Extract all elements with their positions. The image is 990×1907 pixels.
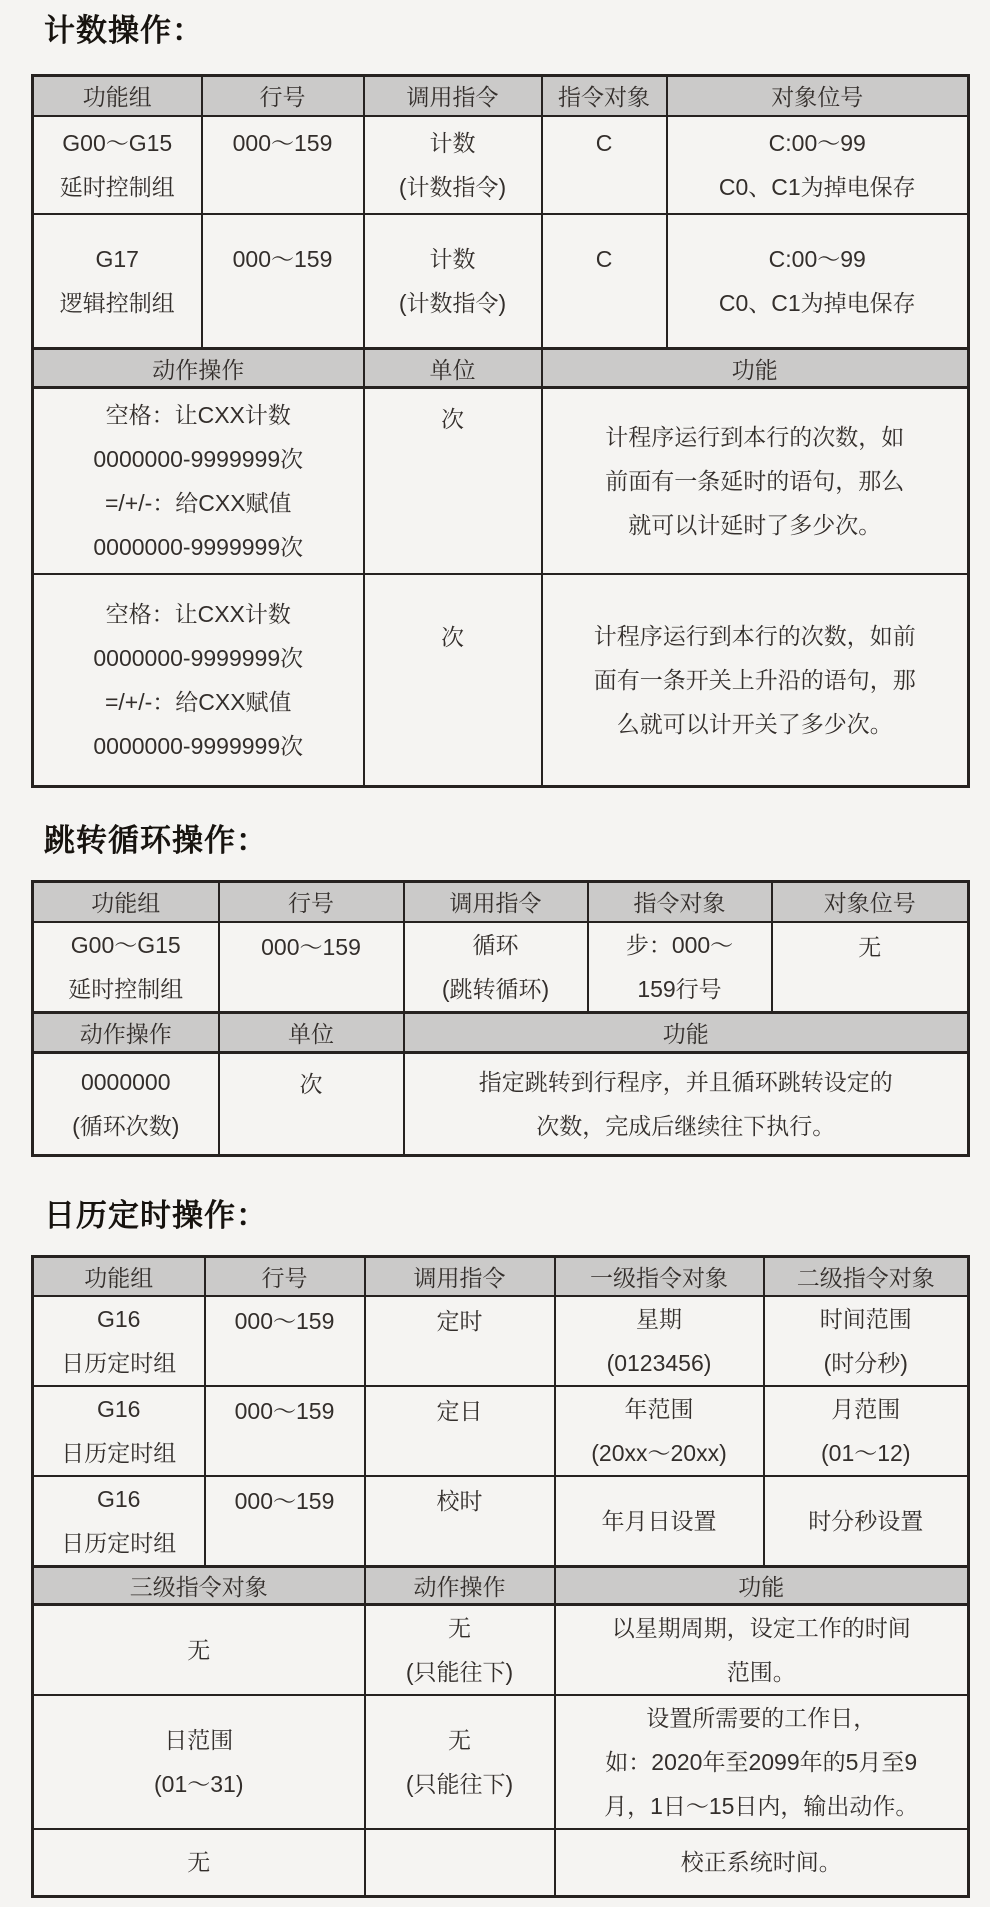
- cell-line: 日历定时组: [61, 1530, 177, 1556]
- header-cell-call-instruction: 调用指令: [365, 1256, 555, 1296]
- cell-line: 星期: [636, 1306, 682, 1332]
- cell-line: 逻辑控制组: [59, 289, 175, 316]
- cell-line: (跳转循环): [441, 975, 550, 1002]
- cell-function-group: [33, 1386, 205, 1476]
- cell-line: 159行号: [637, 975, 722, 1002]
- cell-instruction-object: C: [542, 116, 667, 214]
- cell-line: 循环: [472, 931, 519, 958]
- cell-line: C0、C1为掉电保存: [718, 173, 916, 200]
- cell-line: 时间范围: [819, 1306, 912, 1332]
- table-subheader-row: [33, 1012, 969, 1052]
- cell-line: 延时控制组: [68, 975, 184, 1002]
- cell-level3-object: 无: [33, 1829, 365, 1896]
- cell-line: 面有一条开关上升沿的语句，那: [593, 666, 916, 693]
- cell-unit: 次: [364, 574, 542, 787]
- cell-action-operation: [365, 1829, 555, 1896]
- cell-line-number: 000～159: [205, 1296, 365, 1386]
- cell-line: =/+/-：给CXX赋值: [104, 688, 292, 715]
- cell-instruction-object: [588, 922, 772, 1013]
- header-cell-function: 功能: [404, 1012, 969, 1052]
- cell-line: G00～G15: [62, 129, 173, 156]
- table-row: [33, 214, 969, 349]
- cell-line: 设置所需要的工作日，: [646, 1705, 877, 1731]
- table-counting: [31, 74, 970, 788]
- header-cell-object-bit: 对象位号: [667, 76, 969, 116]
- cell-line: 日历定时组: [61, 1350, 177, 1376]
- table-jump-loop: [31, 880, 970, 1157]
- header-cell-line-number: 行号: [205, 1256, 365, 1296]
- header-cell-level2-object: 二级指令对象: [764, 1256, 969, 1296]
- cell-line: 计程序运行到本行的次数，如前: [593, 622, 916, 649]
- cell-line: (计数指令): [398, 289, 507, 316]
- cell-action-operation: [33, 574, 364, 787]
- cell-call-instruction: [404, 922, 588, 1013]
- cell-unit: 次: [219, 1052, 404, 1155]
- cell-call-instruction: [364, 214, 542, 349]
- cell-call-instruction: 定日: [365, 1386, 555, 1476]
- header-cell-unit: 单位: [364, 349, 542, 388]
- cell-line: 无: [448, 1727, 471, 1753]
- header-cell-line-number: 行号: [202, 76, 364, 116]
- table-row: [33, 1386, 969, 1476]
- header-cell-unit: 单位: [219, 1012, 404, 1052]
- cell-level1-object: [555, 1386, 764, 1476]
- cell-line-number: 000～159: [202, 116, 364, 214]
- cell-line: 年范围: [624, 1396, 694, 1422]
- table-row: [33, 922, 969, 1013]
- cell-line: 0000000-9999999次: [93, 445, 304, 472]
- cell-line: =/+/-：给CXX赋值: [104, 489, 292, 516]
- table-row: [33, 1296, 969, 1386]
- cell-line: (只能往下): [405, 1659, 514, 1685]
- cell-line: C:00～99: [768, 245, 866, 272]
- cell-line: 计数: [429, 129, 476, 156]
- cell-line: (01～31): [154, 1771, 244, 1797]
- cell-line: G16: [97, 1306, 141, 1332]
- cell-level3-object: [33, 1695, 365, 1829]
- cell-line: (计数指令): [398, 173, 507, 200]
- header-cell-instruction-object: 指令对象: [588, 882, 772, 922]
- cell-function-group: [33, 1476, 205, 1567]
- cell-line-number: 000～159: [205, 1476, 365, 1567]
- cell-line: (时分秒): [823, 1350, 908, 1376]
- cell-level2-object: [764, 1296, 969, 1386]
- cell-action-operation: [33, 1052, 219, 1155]
- cell-line: (20xx～20xx): [591, 1440, 727, 1466]
- cell-line: 月，1日～15日内，输出动作。: [604, 1793, 919, 1819]
- cell-level1-object: 年月日设置: [555, 1476, 764, 1567]
- cell-function-group: [33, 214, 202, 349]
- cell-line: G00～G15: [70, 931, 181, 958]
- header-cell-level1-object: 一级指令对象: [555, 1256, 764, 1296]
- cell-line: (只能往下): [405, 1771, 514, 1797]
- header-cell-function-group: 功能组: [33, 76, 202, 116]
- cell-line: 0000000-9999999次: [93, 533, 304, 560]
- cell-instruction-object: C: [542, 214, 667, 349]
- header-cell-function: 功能: [542, 349, 969, 388]
- cell-line: 就可以计延时了多少次。: [628, 511, 882, 538]
- cell-action-operation: [365, 1695, 555, 1829]
- cell-line: 计程序运行到本行的次数，如: [605, 423, 905, 450]
- header-cell-instruction-object: 指令对象: [542, 76, 667, 116]
- cell-line: C0、C1为掉电保存: [718, 289, 916, 316]
- cell-line: 如：2020年至2099年的5月至9: [605, 1749, 918, 1775]
- cell-line: 指定跳转到行程序，并且循环跳转设定的: [478, 1068, 893, 1095]
- header-cell-level3-object: 三级指令对象: [33, 1567, 365, 1605]
- cell-line: 范围。: [726, 1659, 796, 1685]
- header-cell-object-bit: 对象位号: [772, 882, 969, 922]
- cell-function-group: [33, 922, 219, 1013]
- cell-line: 0000000-9999999次: [93, 644, 304, 671]
- cell-object-bit: 无: [772, 922, 969, 1013]
- header-cell-action-operation: 动作操作: [365, 1567, 555, 1605]
- table-subheader-row: [33, 349, 969, 388]
- cell-line: 空格：让CXX计数: [105, 401, 291, 428]
- cell-unit: 次: [364, 388, 542, 574]
- table-row: [33, 1052, 969, 1155]
- cell-call-instruction: 校时: [365, 1476, 555, 1567]
- header-cell-call-instruction: 调用指令: [364, 76, 542, 116]
- table-header-row: [33, 76, 969, 116]
- cell-line: 计数: [429, 245, 476, 272]
- cell-level3-object: 无: [33, 1605, 365, 1696]
- table-row: [33, 388, 969, 574]
- cell-level1-object: [555, 1296, 764, 1386]
- cell-function: [542, 574, 969, 787]
- table-row: [33, 1476, 969, 1567]
- table-row: [33, 574, 969, 787]
- cell-line: 次数，完成后继续往下执行。: [536, 1112, 836, 1139]
- cell-line: 空格：让CXX计数: [105, 600, 291, 627]
- cell-line: 月范围: [831, 1396, 901, 1422]
- cell-function: [404, 1052, 969, 1155]
- section-title-jump-loop: 跳转循环操作：: [44, 823, 268, 858]
- cell-function-group: [33, 1296, 205, 1386]
- table-row: [33, 1695, 969, 1829]
- cell-level2-object: [764, 1386, 969, 1476]
- section-title-calendar-timing: 日历定时操作：: [44, 1197, 268, 1233]
- header-cell-call-instruction: 调用指令: [404, 882, 588, 922]
- header-cell-action-operation: 动作操作: [33, 349, 364, 388]
- cell-line: 步：000～: [625, 931, 734, 958]
- cell-action-operation: [33, 388, 364, 574]
- cell-line: G16: [97, 1486, 141, 1512]
- cell-object-bit: [667, 214, 969, 349]
- header-cell-function: 功能: [555, 1567, 969, 1605]
- cell-line: 前面有一条延时的语句，那么: [605, 467, 905, 494]
- cell-line: 延时控制组: [59, 173, 175, 200]
- cell-line: (01～12): [821, 1440, 911, 1466]
- cell-line: 日范围: [164, 1727, 234, 1753]
- header-cell-function-group: 功能组: [33, 1256, 205, 1296]
- cell-line: (0123456): [606, 1350, 712, 1376]
- header-cell-function-group: 功能组: [33, 882, 219, 922]
- cell-line: 么就可以计开关了多少次。: [616, 710, 893, 737]
- cell-line: G17: [95, 245, 139, 272]
- table-row: [33, 1829, 969, 1896]
- table-subheader-row: [33, 1567, 969, 1605]
- cell-line: (循环次数): [72, 1112, 180, 1139]
- cell-function-group: [33, 116, 202, 214]
- cell-line: 日历定时组: [61, 1440, 177, 1466]
- cell-line: 以星期周期，设定工作的时间: [611, 1615, 911, 1641]
- cell-line: 0000000: [80, 1068, 171, 1095]
- header-cell-action-operation: 动作操作: [33, 1012, 219, 1052]
- cell-line: 0000000-9999999次: [93, 732, 304, 759]
- cell-function: 校正系统时间。: [555, 1829, 969, 1896]
- cell-function: [555, 1695, 969, 1829]
- cell-action-operation: [365, 1605, 555, 1696]
- cell-level2-object: 时分秒设置: [764, 1476, 969, 1567]
- cell-function: [542, 388, 969, 574]
- table-calendar-timing: [31, 1255, 970, 1898]
- table-row: [33, 116, 969, 214]
- table-header-row: [33, 1256, 969, 1296]
- header-cell-line-number: 行号: [219, 882, 404, 922]
- cell-call-instruction: 定时: [365, 1296, 555, 1386]
- table-header-row: [33, 882, 969, 922]
- cell-line: 无: [448, 1615, 471, 1641]
- cell-call-instruction: [364, 116, 542, 214]
- cell-line: G16: [97, 1396, 141, 1422]
- section-title-counting: 计数操作：: [44, 13, 204, 48]
- cell-line-number: 000～159: [205, 1386, 365, 1476]
- cell-object-bit: [667, 116, 969, 214]
- cell-line: C:00～99: [768, 129, 866, 156]
- cell-line-number: 000～159: [219, 922, 404, 1013]
- table-row: [33, 1605, 969, 1696]
- cell-function: [555, 1605, 969, 1696]
- cell-line-number: 000～159: [202, 214, 364, 349]
